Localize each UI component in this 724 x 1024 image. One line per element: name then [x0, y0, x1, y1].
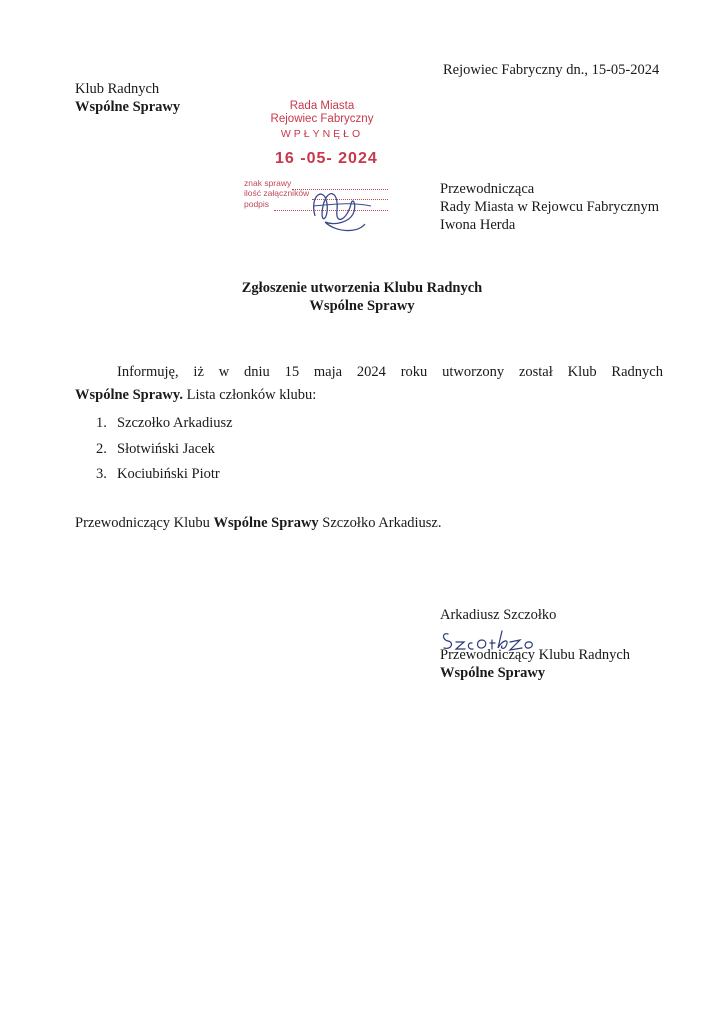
stamp-field-case: znak sprawy: [244, 178, 292, 188]
chairman-prefix: Przewodniczący Klubu: [75, 515, 214, 531]
list-item: [96, 440, 233, 466]
signatory-role: Przewodniczący Klubu Radnych: [440, 647, 631, 663]
document-date: Rejowiec Fabryczny dn., 15-05-2024: [443, 62, 660, 78]
handwritten-signature: [440, 626, 540, 654]
body-paragraph: [75, 362, 663, 405]
paragraph-first-line: [75, 362, 663, 382]
paragraph-second-line: [75, 385, 663, 405]
stamp-org-line: Rada Miasta: [289, 100, 355, 112]
stamp-field-signature: podpis: [244, 199, 270, 209]
list-number: 1.: [96, 415, 107, 431]
chairman-suffix: Szczołko Arkadiusz.: [318, 515, 442, 531]
signatory-club: Wspólne Sprawy: [440, 665, 546, 681]
stamp-organization: [262, 100, 382, 126]
word: 2024: [356, 364, 386, 380]
sender-block: [75, 80, 180, 116]
member-name: Słotwiński Jacek: [117, 440, 215, 457]
signatory-name: Arkadiusz Szczołko: [440, 607, 557, 623]
recipient-block: [440, 180, 659, 234]
list-number: 3.: [96, 466, 107, 482]
sender-line: Klub Radnych: [75, 81, 160, 97]
word: 15: [284, 364, 300, 380]
stamp-received-label: WPŁYNĘŁO: [280, 128, 364, 140]
stamp-signature-scribble: [295, 176, 375, 236]
stamp-date: 16 -05- 2024: [275, 150, 378, 167]
list-item: [96, 465, 233, 491]
word: w: [218, 364, 230, 380]
list-intro: Lista członków klubu:: [182, 387, 317, 403]
members-list: [96, 414, 233, 491]
word: Informuję,: [117, 364, 179, 380]
club-name-bold: Wspólne Sprawy.: [75, 387, 183, 403]
stamp-org-line: Rejowiec Fabryczny: [270, 113, 374, 125]
sender-club-name: Wspólne Sprawy: [75, 99, 181, 115]
word: iż: [193, 364, 204, 380]
list-number: 2.: [96, 440, 107, 457]
word: został: [518, 364, 553, 380]
word: roku: [400, 364, 428, 380]
recipient-title: Przewodnicząca: [440, 181, 535, 197]
word: utworzony: [442, 364, 505, 380]
title-line: Zgłoszenie utworzenia Klubu Radnych: [241, 280, 483, 296]
word: Klub: [567, 364, 597, 380]
chairman-club-name: Wspólne Sprawy: [213, 515, 319, 531]
recipient-institution: Rady Miasta w Rejowcu Fabrycznym: [440, 199, 660, 215]
member-name: Kociubiński Piotr: [117, 466, 220, 482]
chairman-statement: [75, 514, 442, 532]
title-line: Wspólne Sprawy: [309, 298, 415, 314]
list-item: [96, 414, 233, 440]
member-name: Szczołko Arkadiusz: [117, 415, 233, 431]
word: dniu: [244, 364, 270, 380]
word: Radnych: [611, 364, 663, 380]
word: maja: [313, 364, 343, 380]
document-title: [0, 279, 724, 315]
recipient-name: Iwona Herda: [440, 217, 516, 233]
received-stamp: [240, 98, 400, 233]
stamp-field-attachments: ilość załączników: [244, 188, 310, 198]
